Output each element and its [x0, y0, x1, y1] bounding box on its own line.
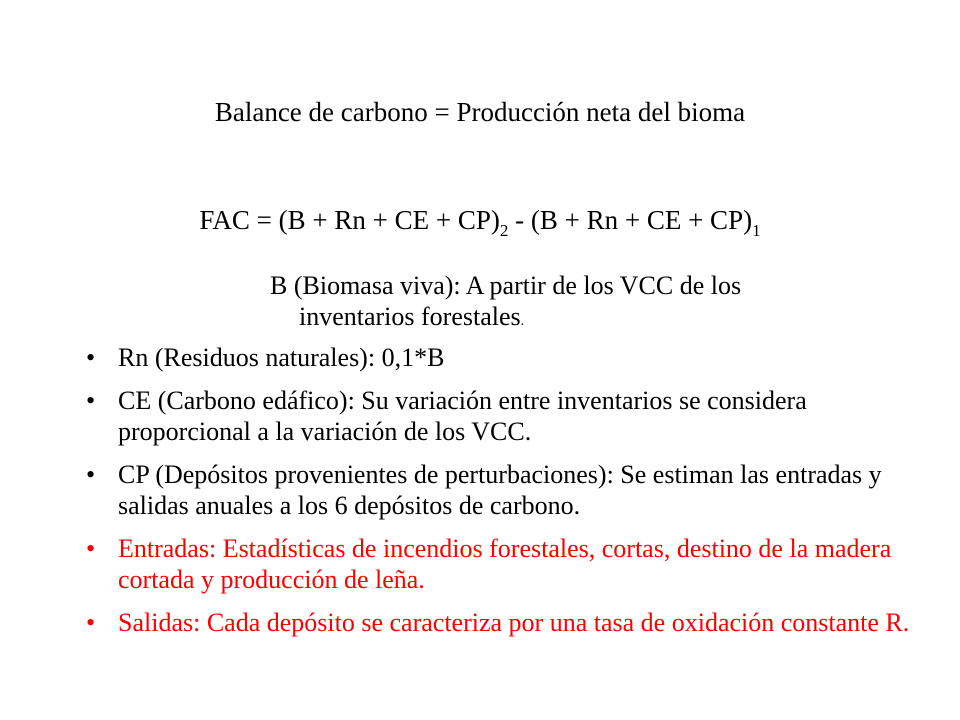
bullet-text-entradas: Entradas: Estadísticas de incendios forestales, cortas, destino de la madera cortada y producción de leña. [118, 534, 892, 594]
fac-formula [0, 200, 960, 240]
bullet-dot-icon: • [86, 608, 96, 637]
slide-title: Balance de carbono = Producción neta del bioma [214, 97, 746, 127]
formula-subscript-2: 2 [499, 221, 509, 240]
biomasa-line-1: B (Biomasa viva): A partir de los VCC de los [270, 271, 742, 300]
bullet-text-rn: Rn (Residuos naturales): 0,1*B [118, 343, 445, 372]
formula-term-1: - (B + Rn + CE + CP) [508, 205, 753, 235]
definition-bullet-list [86, 342, 916, 650]
bullet-item-entradas [86, 533, 916, 595]
bullet-dot-icon: • [86, 343, 96, 372]
biomasa-period: . [520, 314, 525, 329]
formula-term-2: FAC = (B + Rn + CE + CP) [199, 205, 500, 235]
bullet-dot-icon: • [86, 460, 96, 489]
biomasa-line-2-text: inventarios forestales [299, 302, 521, 331]
bullet-text-cp: CP (Depósitos provenientes de perturbaciones): Se estiman las entradas y salidas anuales a los 6 depósitos de carbono. [118, 460, 882, 520]
biomasa-definition [270, 270, 910, 337]
bullet-dot-icon: • [86, 534, 96, 563]
formula-subscript-1: 1 [752, 221, 761, 240]
bullet-item-salidas [86, 607, 916, 638]
bullet-text-salidas: Salidas: Cada depósito se caracteriza por una tasa de oxidación constante R. [118, 608, 910, 637]
bullet-item-ce [86, 385, 916, 447]
bullet-dot-icon: • [86, 386, 96, 415]
bullet-text-ce: CE (Carbono edáfico): Su variación entre inventarios se considera proporcional a la variación de los VCC. [118, 386, 807, 446]
bullet-item-rn [86, 342, 916, 373]
bullet-item-cp [86, 459, 916, 521]
biomasa-line-2 [270, 301, 910, 337]
